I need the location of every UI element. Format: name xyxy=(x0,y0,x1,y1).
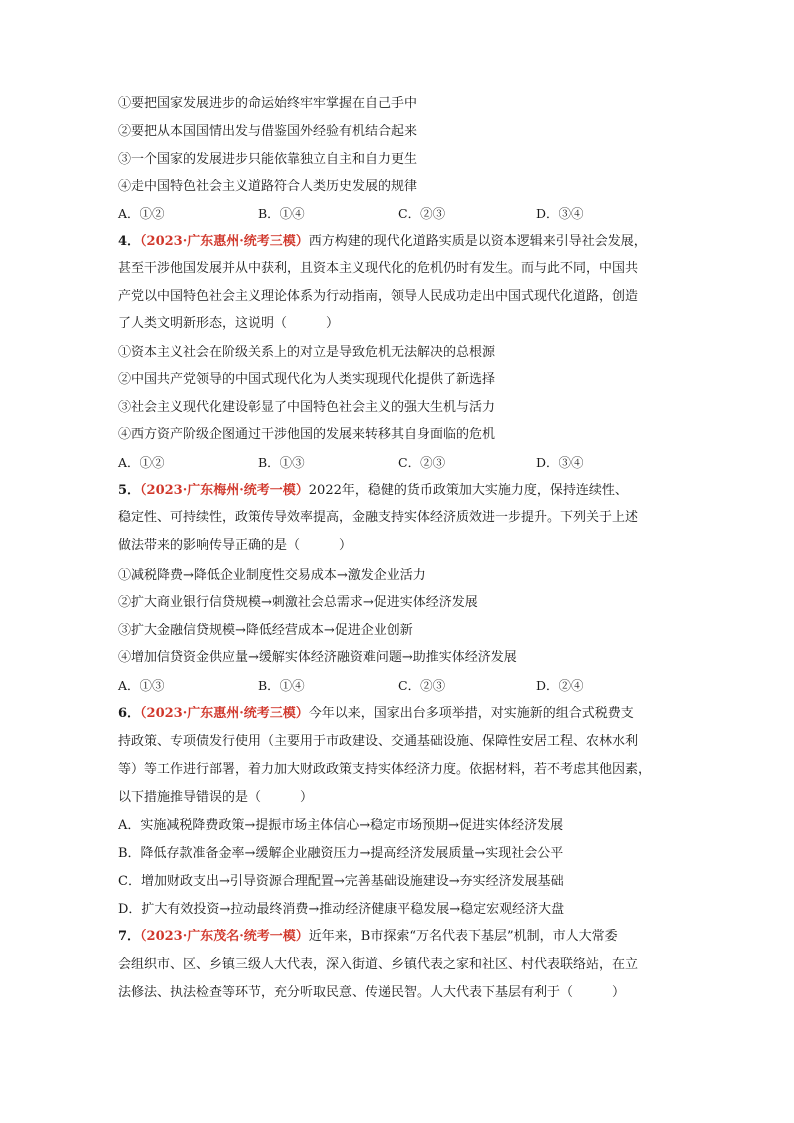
statement-3: ③一个国家的发展进步只能依靠独立自主和自力更生 xyxy=(118,152,418,167)
statement-1: ①资本主义社会在阶级关系上的对立是导致危机无法解决的总根源 xyxy=(118,345,496,360)
question-6-line-2: 持政策、专项债发行使用（主要用于市政建设、交通基础设施、保障性安居工程、农林水利 xyxy=(118,734,639,749)
question-7-line-1 xyxy=(118,929,678,945)
statement-3: ③扩大金融信贷规模→降低经营成本→促进企业创新 xyxy=(118,623,413,638)
option-b: B．①④ xyxy=(258,206,305,221)
question-4-line-2: 甚至干涉他国发展并从中获利，且资本主义现代化的危机仍时有发生。而与此不同，中国共 xyxy=(118,261,639,276)
option-d: D．③④ xyxy=(536,206,584,221)
question-5-line-1 xyxy=(118,483,678,499)
question-6-line-4: 以下措施推导错误的是（ ） xyxy=(118,790,314,805)
option-a: A．①③ xyxy=(118,678,165,693)
option-c: C．增加财政支出→引导资源合理配置→完善基础设施建设→夯实经济发展基础 xyxy=(118,874,564,889)
statement-2: ②要把从本国国情出发与借鉴国外经验有机结合起来 xyxy=(118,124,418,139)
question-stem: 今年以来，国家出台多项举措，对实施新的组合式税费支 xyxy=(308,706,634,721)
question-7-line-2: 会组织市、区、乡镇三级人大代表，深入街道、乡镇代表之家和社区、村代表联络站，在立 xyxy=(118,957,639,972)
statement-1: ①要把国家发展进步的命运始终牢牢掌握在自己手中 xyxy=(118,96,418,111)
option-d: D．②④ xyxy=(536,678,584,693)
statement-4: ④增加信贷资金供应量→缓解实体经济融资难问题→助推实体经济发展 xyxy=(118,650,517,665)
question-source: （2023·广东梅州·统考一模） xyxy=(140,483,309,498)
question-5-line-3: 做法带来的影响传导正确的是（ ） xyxy=(118,538,353,553)
question-7-line-3: 法修法、执法检查等环节，充分听取民意、传递民智。人大代表下基层有利于（ ） xyxy=(118,985,626,1000)
option-b: B．①③ xyxy=(258,455,305,470)
question-stem: 西方构建的现代化道路实质是以资本逻辑来引导社会发展， xyxy=(308,234,647,249)
option-b: B．①④ xyxy=(258,678,305,693)
statement-3: ③社会主义现代化建设彰显了中国特色社会主义的强大生机与活力 xyxy=(118,400,496,415)
option-b: B．降低存款准备金率→缓解企业融资压力→提高经济发展质量→实现社会公平 xyxy=(118,846,564,861)
question-source: （2023·广东茂名·统考一模） xyxy=(140,929,309,944)
option-c: C．②③ xyxy=(398,678,446,693)
question-4-line-1 xyxy=(118,234,678,250)
question-stem: 2022年，稳健的货币政策加大实施力度，保持连续性、 xyxy=(308,483,628,498)
options-row xyxy=(118,455,678,471)
question-number: 5． xyxy=(118,483,141,498)
option-a: A．①② xyxy=(118,455,165,470)
statement-2: ②中国共产党领导的中国式现代化为人类实现现代化提供了新选择 xyxy=(118,372,496,387)
option-d: D．③④ xyxy=(536,455,584,470)
question-number: 6． xyxy=(118,706,141,721)
statement-4: ④走中国特色社会主义道路符合人类历史发展的规律 xyxy=(118,179,418,194)
question-4-line-3: 产党以中国特色社会主义理论体系为行动指南，领导人民成功走出中国式现代化道路，创造 xyxy=(118,289,639,304)
question-stem: 近年来，B市探索“万名代表下基层”机制，市人大常委 xyxy=(308,929,618,944)
statement-1: ①减税降费→降低企业制度性交易成本→激发企业活力 xyxy=(118,568,426,583)
options-row xyxy=(118,206,678,222)
option-a: A．实施减税降费政策→提振市场主体信心→稳定市场预期→促进实体经济发展 xyxy=(118,818,564,833)
question-number: 7． xyxy=(118,929,141,944)
option-c: C．②③ xyxy=(398,206,446,221)
option-c: C．②③ xyxy=(398,455,446,470)
statement-4: ④西方资产阶级企图通过干涉他国的发展来转移其自身面临的危机 xyxy=(118,427,496,442)
question-5-line-2: 稳定性、可持续性，政策传导效率提高，金融支持实体经济质效进一步提升。下列关于上述 xyxy=(118,510,639,525)
option-a: A．①② xyxy=(118,206,165,221)
question-source: （2023·广东惠州·统考三模） xyxy=(140,706,309,721)
question-4-line-4: 了人类文明新形态，这说明（ ） xyxy=(118,316,340,331)
options-row xyxy=(118,678,678,694)
question-6-line-1 xyxy=(118,706,678,722)
question-number: 4． xyxy=(118,234,141,249)
option-d: D．扩大有效投资→拉动最终消费→推动经济健康平稳发展→稳定宏观经济大盘 xyxy=(118,902,565,917)
question-6-line-3: 等）等工作进行部署，着力加大财政政策支持实体经济力度。依据材料，若不考虑其他因素， xyxy=(118,762,652,777)
statement-2: ②扩大商业银行信贷规模→刺激社会总需求→促进实体经济发展 xyxy=(118,595,478,610)
question-source: （2023·广东惠州·统考三模） xyxy=(140,234,309,249)
